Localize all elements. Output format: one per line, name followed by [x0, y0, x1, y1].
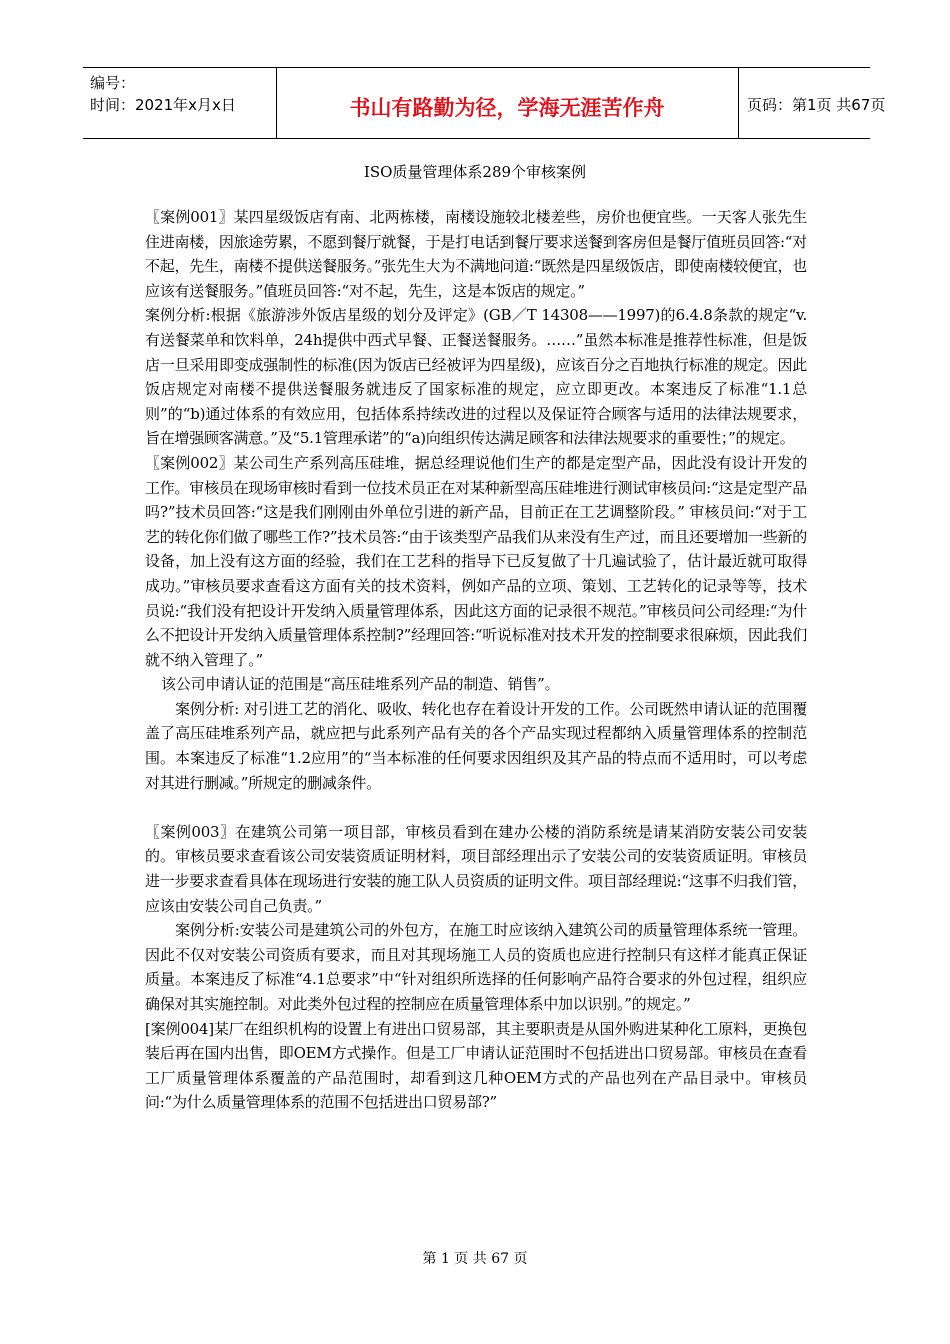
case-004-paragraph: [案例004]某厂在组织机构的设置上有进出口贸易部，其主要职责是从国外购进某种化工原料，更换包装后再在国内出售，即OEM方式操作。但是工厂申请认证范围时不包括进出口贸易部。审核员在查看工厂质量管理体系覆盖的产品范围时，却看到这几种OEM方式的产品也列在产品目录中。审核员问:“为什么质量管理体系的范围不包括进出口贸易部?” — [145, 1019, 807, 1112]
case-001-paragraph: 〖案例001〗某四星级饭店有南、北两栋楼，南楼设施较北楼差些，房价也便宜些。一天客人张先生住进南楼，因旅途劳累，不愿到餐厅就餐，于是打电话到餐厅要求送餐到客房但是餐厅值班员回答:“对不起，先生，南楼不提供送餐服务。”张先生大为不满地问道:“既然是四星级饭店，即使南楼较便宜，也应该有送餐服务。”值班员回答:“对不起，先生，这是本饭店的规定。” — [145, 208, 807, 300]
case-002-paragraph: 〖案例002〗某公司生产系列高压硅堆，据总经理说他们生产的都是定型产品，因此没有设计开发的工作。审核员在现场审核时看到一位技术员正在对某种新型高压硅堆进行测试审核员问:“这是定型产品吗?”技术员回答:“这是我们刚刚由外单位引进的新产品，目前正在工艺调整阶段。” 审核员问:“对于工艺的转化你们做了哪些工作?”技术员答:“由于该类型产品我们从来没有生产过，而且还要增加一些新的设备，加上没有这方面的经验，我们在工艺科的指导下已反复做了十几遍试验了，估计最近就可取得成功。”审核员要求查看这方面有关的技术资料，例如产品的立项、策划、工艺转化的记录等等，技术员说:“我们没有把设计开发纳入质量管理体系，因此这方面的记录很不规范。”审核员问公司经理:“为什么不把设计开发纳入质量管理体系控制?”经理回答:“听说标准对技术开发的控制要求很麻烦，因此我们就不纳入管理了。” — [145, 453, 807, 669]
case-003-analysis: 案例分析:安装公司是建筑公司的外包方，在施工时应该纳入建筑公司的质量管理体系统一管理。因此不仅对安装公司资质有要求，而且对其现场施工人员的资质也应进行控制只有这样才能真正保证质量。本案违反了标准“4.1总要求”中“针对组织所选择的任何影响产品符合要求的外包过程，组织应确保对其实施控制。对此类外包过程的控制应在质量管理体系中加以识别。”的规定。” — [145, 921, 807, 1013]
header-motto: 书山有路勤为径，学海无涯苦作舟 — [349, 96, 665, 120]
case-003-paragraph: 〖案例003〗在建筑公司第一项目部，审核员看到在建办公楼的消防系统是请某消防安装公司安装的。审核员要求查看该公司安装资质证明材料，项目部经理出示了安装公司的安装资质证明。审核员进一步要求查看具体在现场进行安装的施工队人员资质的证明文件。项目部经理说:“这事不归我们管，应该由安装公司自己负责。” — [145, 822, 807, 915]
case-002-analysis: 案例分析: 对引进工艺的消化、吸收、转化也存在着设计开发的工作。公司既然申请认证的范围覆盖了高压硅堆系列产品，就应把与此系列产品有关的各个产品实现过程都纳入质量管理体系的控制范围。本案违反了标准“1.2应用”的“当本标准的任何要求因组织及其产品的特点而不适用时，可以考虑对其进行删减。”所规定的删减条件。 — [145, 699, 807, 792]
case-002-scope: 该公司申请认证的范围是“高压硅堆系列产品的制造、销售”。 — [161, 675, 560, 694]
document-title: ISO质量管理体系289个审核案例 — [363, 163, 587, 181]
page-footer: 第 1 页 共 67 页 — [422, 1251, 528, 1267]
page-header — [83, 67, 886, 139]
header-page-cell — [738, 68, 886, 138]
header-meta-cell — [83, 68, 277, 138]
header-page-info: 页码：第1页 共67页 — [747, 96, 886, 114]
header-motto-cell — [276, 68, 739, 138]
document-body — [145, 205, 807, 1115]
document-code-label: 编号： — [90, 74, 136, 92]
case-001-analysis: 案例分析:根据《旅游涉外饭店星级的划分及评定》(GB／T 14308——1997)的6.4.8条款的规定“v.有送餐菜单和饮料单，24h提供中西式早餐、正餐送餐服务。……”虽然本标准是推荐性标准，但是饭店一旦采用即变成强制性的标准(因为饭店已经被评为四星级)，应该百分之百地执行标准的规定。因此饭店规定对南楼不提供送餐服务就违反了国家标准的规定，应立即更改。本案违反了标准“1.1总则”的“b)通过体系的有效应用，包括体系持续改进的过程以及保证符合顾客与适用的法律法规要求，旨在增强顾客满意。”及“5.1管理承诺”的“a)向组织传达满足顾客和法律法规要求的重要性；”的规定。 — [145, 306, 807, 448]
document-time-label: 时间：2021年x月x日 — [90, 96, 236, 114]
